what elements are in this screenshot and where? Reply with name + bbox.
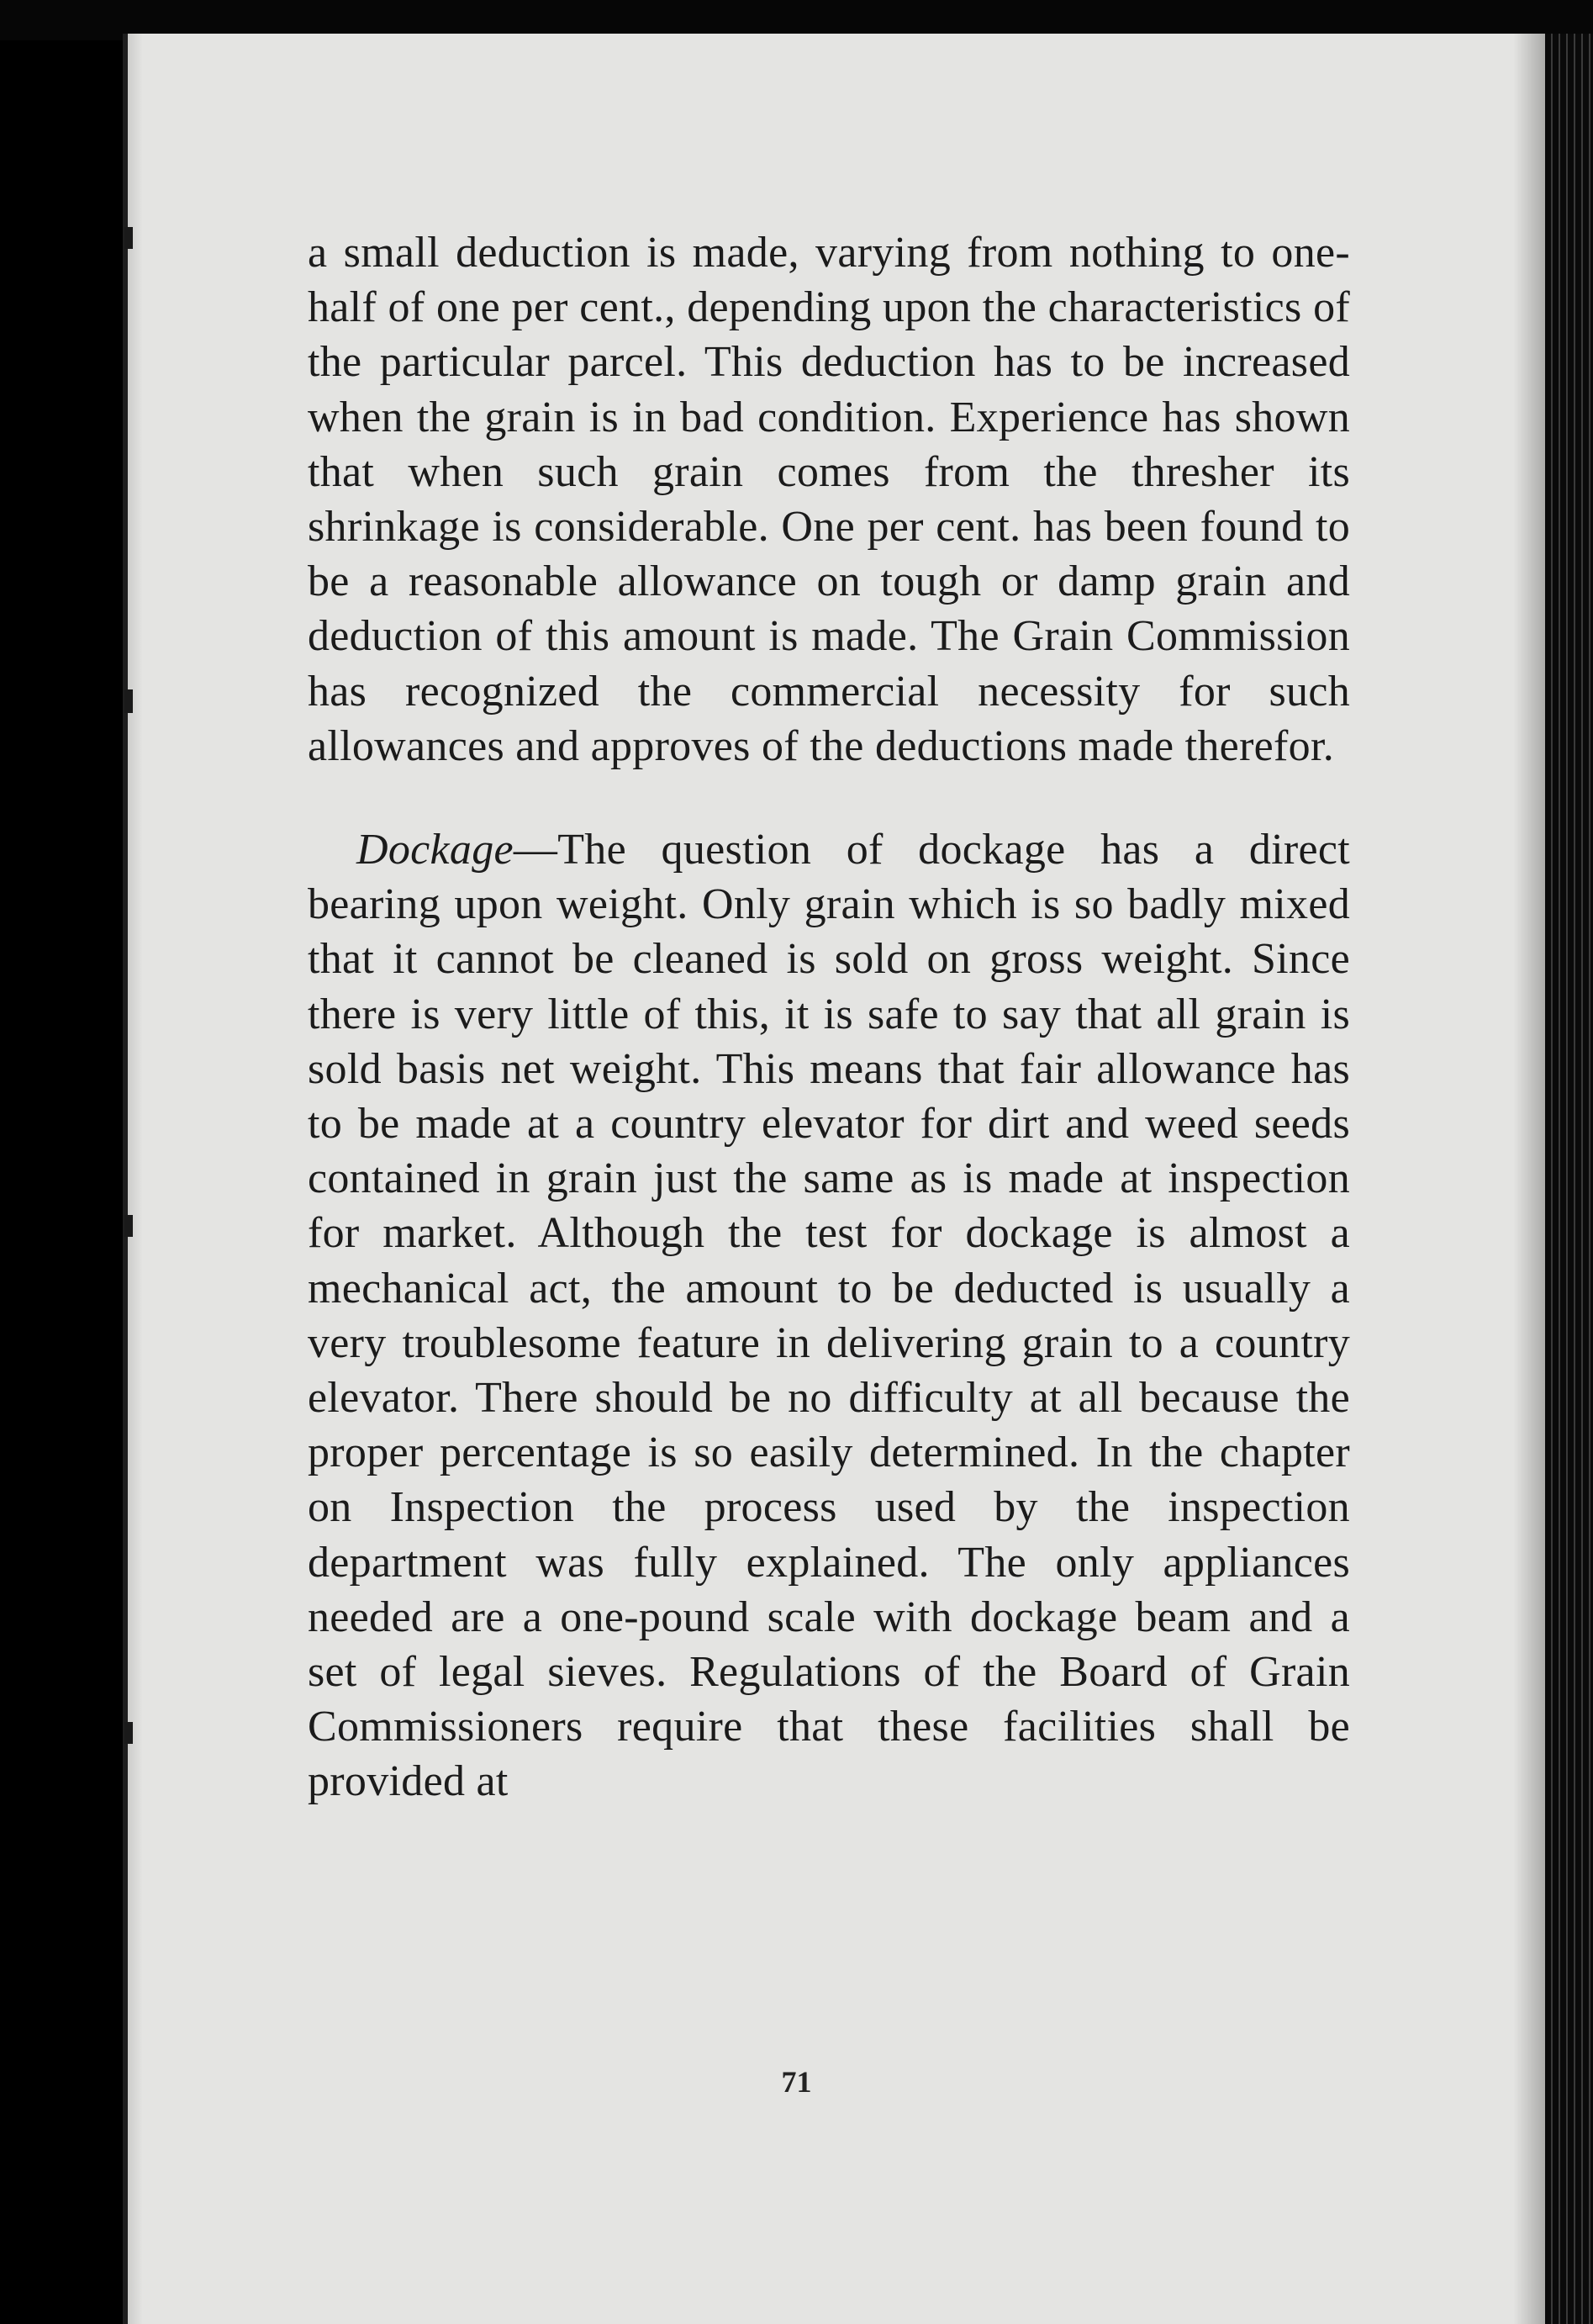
paragraph-2 [308,822,1350,1809]
paragraph-2-heading: Dockage [356,826,514,874]
body-text [308,225,1350,1809]
scan-right-border [1545,34,1593,2324]
page-number: 71 [781,2065,812,2099]
page-right-shadow [1513,34,1545,2324]
margin-mark [124,1722,133,1744]
paragraph-1-text: a small deduction is made, varying from nothing to one-half of one per cent., depending upon the characteristics of the particular parcel. This deduction has to be increased when the grain is in bad condition. Experience has shown that when such grain comes from the thresher its shrinkage is considerable. One per cent. has been found to be a reasonable allowance on tough or damp grain and deduction of this amount is made. The Grain Commission has recognized the commercial necessity for such allowances and approves of the deductions made therefor. [308,229,1350,770]
paragraph-2-text: —The question of dockage has a direct bearing upon weight. Only grain which is so badly mixed that it cannot be cleaned is sold on gross weight. Since there is very little of this, it is safe to say that all grain is sold basis net weight. This means that fair allowance has to be made at a country elevator for dirt and weed seeds contained in grain just the same as is made at inspection for market. Although the test for dockage is almost a mechanical act, the amount to be deducted is usually a very troublesome feature in delivering grain to a country elevator. There should be no difficulty at all because the proper percentage is so easily determined. In the chapter on Inspection the process used by the inspection department was fully explained. The only appliances needed are a one-pound scale with dockage beam and a set of legal sieves. Regulations of the Board of Grain Commissioners require that these facilities shall be provided at [308,826,1350,1806]
margin-mark [124,689,133,713]
paragraph-1 [308,225,1350,774]
margin-mark [124,1215,133,1237]
margin-mark [124,227,133,249]
gutter-shadow [128,34,143,2324]
